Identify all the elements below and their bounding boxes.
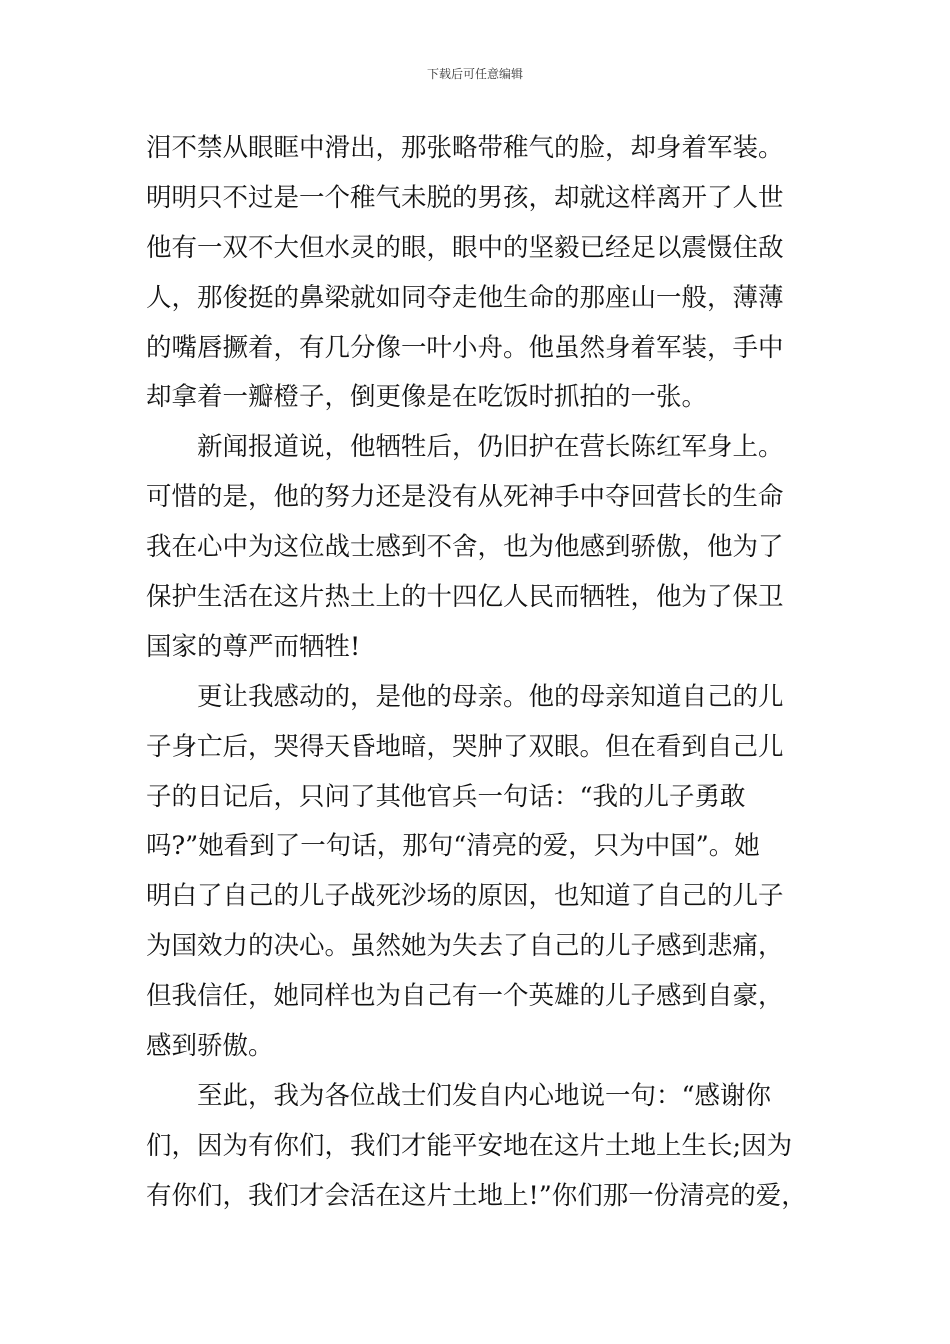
text-line: 但我信任，她同样也为自己有一个英雄的儿子感到自豪， bbox=[146, 981, 784, 1012]
text-line: 更让我感动的，是他的母亲。他的母亲知道自己的儿 bbox=[197, 681, 784, 712]
text-line: 我在心中为这位战士感到不舍，也为他感到骄傲，他为了 bbox=[146, 532, 784, 563]
text-line: 的嘴唇撅着，有几分像一叶小舟。他虽然身着军装，手中 bbox=[146, 332, 784, 363]
text-line: 明明只不过是一个稚气未脱的男孩，却就这样离开了人世 bbox=[146, 182, 784, 213]
text-line: 吗?”她看到了一句话，那句“清亮的爱，只为中国”。她 bbox=[146, 831, 760, 862]
text-line: 保护生活在这片热土上的十四亿人民而牺牲，他为了保卫 bbox=[146, 582, 784, 613]
text-line: 他有一双不大但水灵的眼，眼中的坚毅已经足以震慑住敌 bbox=[146, 232, 784, 263]
page-header: 下载后可任意编辑 bbox=[426, 67, 523, 81]
text-line: 可惜的是，他的努力还是没有从死神手中夺回营长的生命 bbox=[146, 482, 784, 513]
text-line: 却拿着一瓣橙子，倒更像是在吃饭时抓拍的一张。 bbox=[146, 382, 708, 413]
text-line: 泪不禁从眼眶中滑出，那张略带稚气的脸，却身着军装。 bbox=[146, 133, 784, 163]
text-line: 有你们，我们才会活在这片土地上!”你们那一份清亮的爱， bbox=[146, 1180, 807, 1211]
text-line: 国家的尊严而牺牲! bbox=[146, 631, 361, 662]
text-line: 为国效力的决心。虽然她为失去了自己的儿子感到悲痛， bbox=[146, 931, 784, 962]
text-line: 子的日记后，只问了其他官兵一句话：“我的儿子勇敢 bbox=[146, 781, 746, 812]
text-line: 人，那俊挺的鼻梁就如同夺走他生命的那座山一般，薄薄 bbox=[146, 282, 784, 313]
text-line: 至此，我为各位战士们发自内心地说一句：“感谢你 bbox=[197, 1080, 772, 1111]
text-line: 新闻报道说，他牺牲后，仍旧护在营长陈红军身上。 bbox=[197, 432, 784, 463]
text-line: 明白了自己的儿子战死沙场的原因，也知道了自己的儿子 bbox=[146, 881, 784, 912]
text-line: 子身亡后，哭得天昏地暗，哭肿了双眼。但在看到自己儿 bbox=[146, 731, 784, 762]
body-text bbox=[146, 124, 826, 1222]
text-line: 们，因为有你们，我们才能平安地在这片土地上生长;因为 bbox=[146, 1130, 793, 1161]
text-line: 感到骄傲。 bbox=[146, 1031, 274, 1062]
